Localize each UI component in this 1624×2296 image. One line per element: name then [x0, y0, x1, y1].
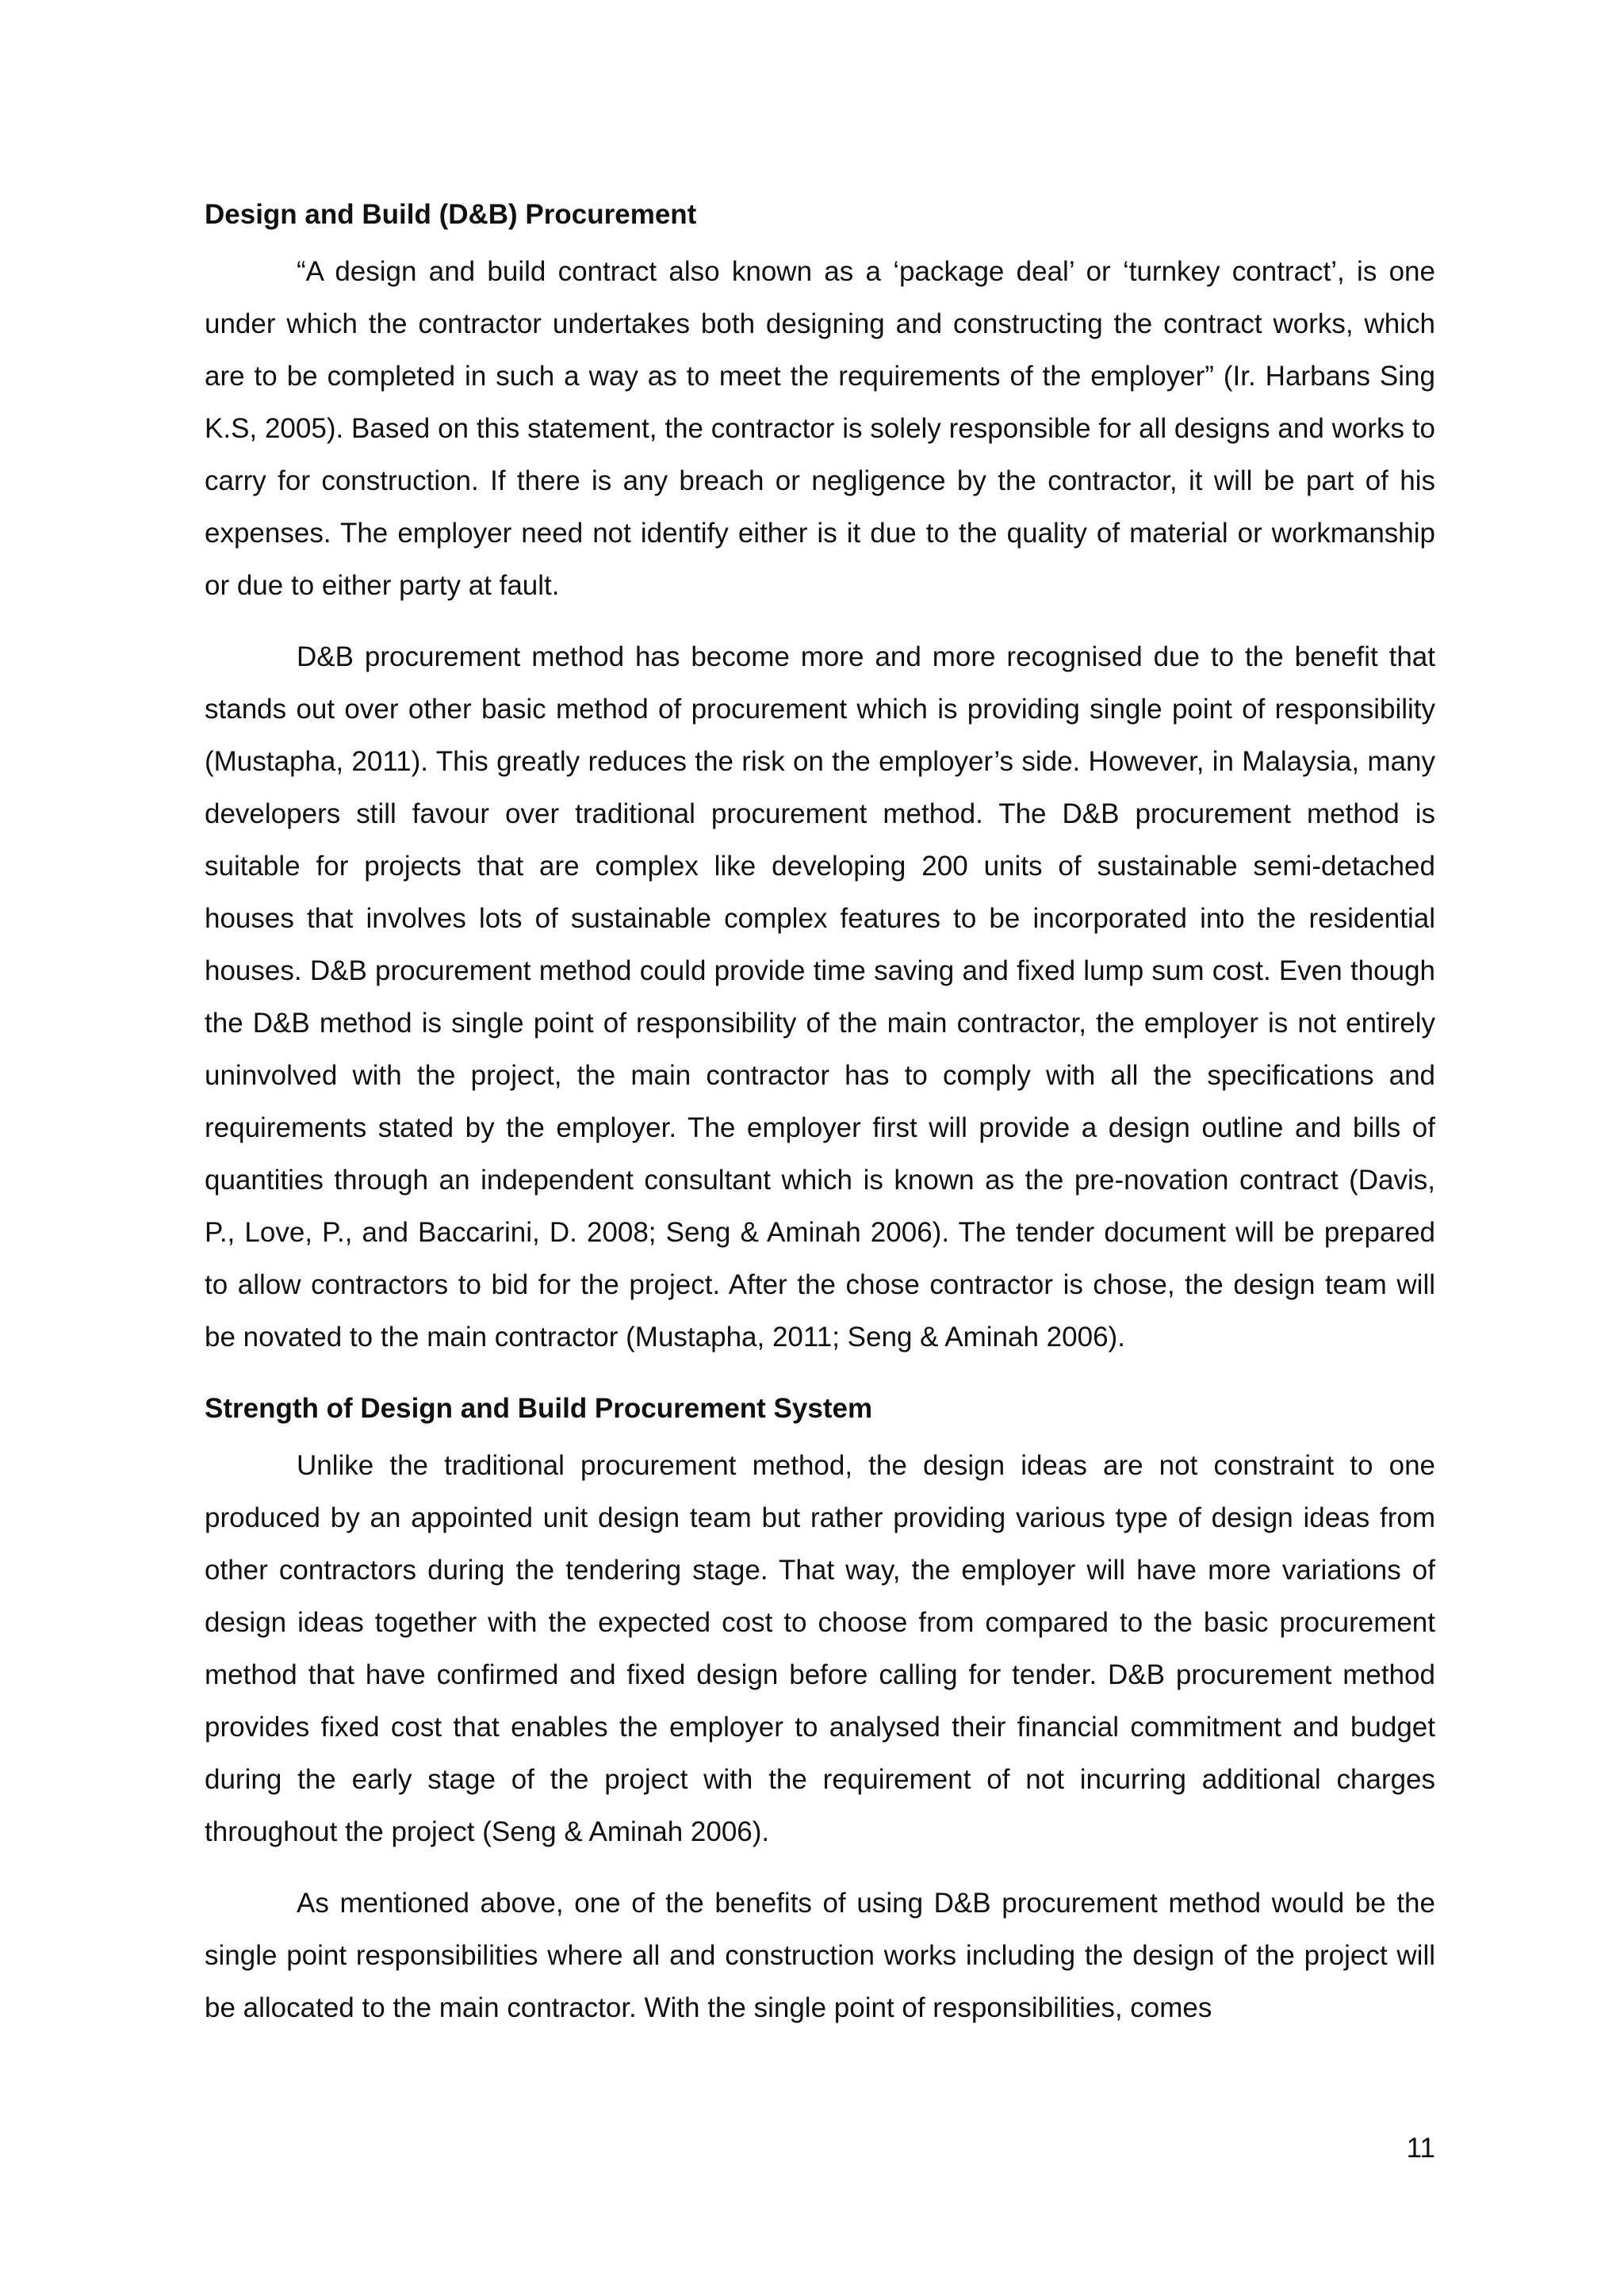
paragraph-db-recognition: D&B procurement method has become more and more recognised due to the benefit that stands out over other basic method of procurement which is providing single point of responsibility (Mustapha, 2011). This greatly reduces the risk on the employer’s side. However, in Malaysia, many developers still favour over traditional procurement method. The D&B procurement method is suitable for projects that are complex like developing 200 units of sustainable semi-detached houses that involves lots of sustainable complex features to be incorporated into the residential houses. D&B procurement method could provide time saving and fixed lump sum cost. Even though the D&B method is single point of responsibility of the main contractor, the employer is not entirely uninvolved with the project, the main contractor has to comply with all the specifications and requirements stated by the employer. The employer first will provide a design outline and bills of quantities through an independent consultant which is known as the pre-novation contract (Davis, P., Love, P., and Baccarini, D. 2008; Seng & Aminah 2006). The tender document will be prepared to allow contractors to bid for the project. After the chose contractor is chose, the design team will be novated to the main contractor (Mustapha, 2011; Seng & Aminah 2006).: [205, 641, 1435, 1353]
paragraph-definition: “A design and build contract also known as a ‘package deal’ or ‘turnkey contract’, is one under which the contractor undertakes both designing and constructing the contract works, which are to be completed in such a way as to meet the requirements of the employer” (Ir. Harbans Sing K.S, 2005). Based on this statement, the contractor is solely responsible for all designs and works to carry for construction. If there is any breach or negligence by the contractor, it will be part of his expenses. The employer need not identify either is it due to the quality of material or workmanship or due to either party at fault.: [205, 256, 1435, 601]
paragraph-design-ideas: Unlike the traditional procurement method, the design ideas are not constraint to one produced by an appointed unit design team but rather providing various type of design ideas from other contractors during the tendering stage. That way, the employer will have more variations of design ideas together with the expected cost to choose from compared to the basic procurement method that have confirmed and fixed design before calling for tender. D&B procurement method provides fixed cost that enables the employer to analysed their financial commitment and budget during the early stage of the project with the requirement of not incurring additional charges throughout the project (Seng & Aminah 2006).: [205, 1450, 1435, 1847]
page-content: [205, 189, 1435, 2053]
paragraph-single-point: As mentioned above, one of the benefits of using D&B procurement method would be the single point responsibilities where all and construction works including the design of the project will be allocated to the main contractor. With the single point of responsibilities, comes: [205, 1888, 1435, 2023]
section-heading-strength: Strength of Design and Build Procurement System: [205, 1393, 873, 1424]
section-heading-design-and-build: Design and Build (D&B) Procurement: [205, 199, 697, 230]
page-number: 11: [1406, 2133, 1435, 2164]
